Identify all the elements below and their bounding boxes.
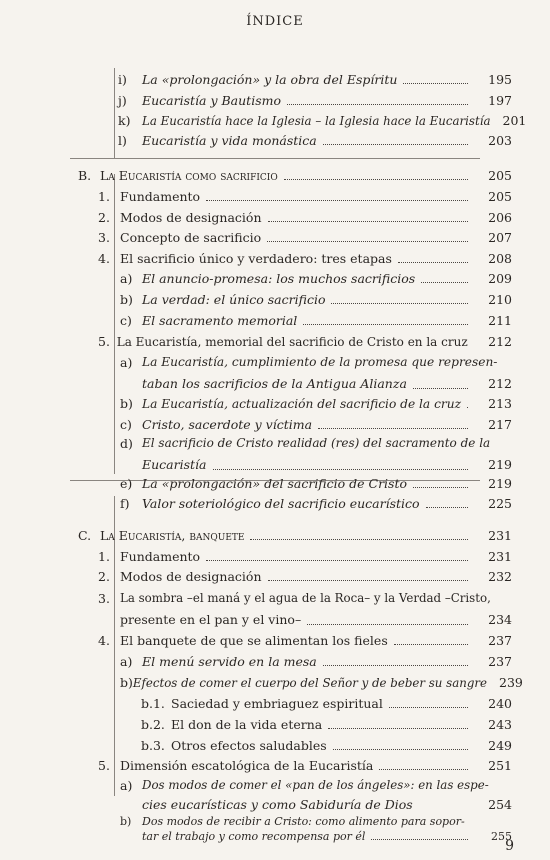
- entry-page: 232: [488, 569, 512, 584]
- leader-dots: [303, 324, 468, 325]
- entry-page: 212: [488, 334, 512, 349]
- entry-number: 1.: [98, 189, 110, 204]
- entry-title: Modos de designación: [120, 569, 262, 584]
- entry-page: 237: [488, 633, 512, 648]
- entry-page: 249: [488, 738, 512, 753]
- entry-number: l): [118, 133, 127, 148]
- entry-number: b.1.: [141, 696, 165, 711]
- toc-subentry[interactable]: [120, 417, 512, 433]
- leader-dots: [323, 144, 468, 145]
- leader-dots: [206, 200, 468, 201]
- toc-entry[interactable]: [120, 133, 512, 149]
- entry-page: 225: [488, 496, 512, 511]
- entry-number: b.2.: [141, 717, 165, 732]
- section-page: 205: [488, 168, 512, 183]
- entry-number: b): [120, 396, 133, 411]
- leader-dots: [413, 388, 468, 389]
- entry-page: 205: [488, 189, 512, 204]
- entry-number: 5.: [98, 758, 110, 773]
- entry-number: 3.: [98, 230, 110, 245]
- entry-title: El don de la vida eterna: [171, 717, 323, 732]
- toc-subsubentry[interactable]: [141, 696, 512, 712]
- section-letter: B.: [78, 168, 92, 183]
- entry-number: 5.: [98, 334, 110, 349]
- entry-title: Fundamento: [120, 549, 201, 564]
- leader-dots: [421, 282, 468, 283]
- entry-title-line1: Dos modos de recibir a Cristo: como alimento para sopor-: [142, 815, 465, 828]
- entry-number: d): [120, 436, 133, 451]
- toc-subentry[interactable]: [120, 496, 512, 512]
- toc-subentry[interactable]: [120, 396, 512, 412]
- entry-title-line1: Dos modos de comer el «pan de los ángeles»: en las espe-: [142, 778, 489, 792]
- entry-page: 211: [488, 313, 512, 328]
- leader-dots: [371, 839, 468, 840]
- vertical-rule: [114, 68, 115, 158]
- toc-entry[interactable]: [98, 210, 512, 226]
- leader-dots: [287, 104, 468, 105]
- entry-page: 195: [488, 72, 512, 87]
- entry-page: 237: [488, 654, 512, 669]
- toc-entry[interactable]: [118, 113, 527, 129]
- entry-page: 207: [488, 230, 512, 245]
- leader-dots: [333, 749, 468, 750]
- entry-number: a): [120, 654, 133, 669]
- entry-page: 219: [488, 476, 512, 491]
- entry-page: 255: [491, 830, 512, 843]
- entry-number: 2.: [98, 569, 110, 584]
- entry-number: a): [120, 355, 133, 370]
- entry-number: a): [120, 778, 133, 793]
- toc-entry[interactable]: [98, 189, 512, 205]
- entry-title-line2: presente en el pan y el vino–: [120, 612, 302, 627]
- entry-title: La Eucaristía, actualización del sacrificio de la cruz: [142, 397, 461, 411]
- leader-dots: [268, 580, 468, 581]
- entry-page: 209: [488, 271, 512, 286]
- entry-number: b): [120, 292, 133, 307]
- entry-title-line1: El sacrificio de Cristo realidad (res) del sacramento de la: [142, 436, 491, 450]
- entry-title: El sacrificio único y verdadero: tres etapas: [120, 251, 392, 266]
- entry-title-line1: La Eucaristía, cumplimiento de la promesa que represen-: [142, 355, 498, 369]
- entry-title: La «prolongación» y la obra del Espíritu: [142, 72, 398, 87]
- entry-number: f): [120, 496, 130, 511]
- toc-section-heading[interactable]: [78, 168, 512, 184]
- entry-page: 217: [488, 417, 512, 432]
- leader-dots: [328, 728, 468, 729]
- entry-title: La «prolongación» del sacrificio de Cristo: [142, 476, 408, 491]
- leader-dots: [403, 83, 468, 84]
- entry-title: Cristo, sacerdote y víctima: [142, 417, 313, 432]
- entry-number: k): [118, 113, 131, 128]
- entry-title: Otros efectos saludables: [171, 738, 327, 753]
- entry-page: 240: [488, 696, 512, 711]
- entry-title: Efectos de comer el cuerpo del Señor y de beber su sangre: [132, 676, 488, 690]
- toc-entry[interactable]: [98, 758, 512, 774]
- toc-section-heading[interactable]: [78, 528, 512, 544]
- entry-title: El anuncio-promesa: los muchos sacrificios: [142, 271, 416, 286]
- entry-number: b): [120, 675, 133, 690]
- entry-number: b): [120, 815, 132, 828]
- entry-title: Concepto de sacrificio: [120, 230, 262, 245]
- entry-title: La verdad: el único sacrificio: [142, 292, 326, 307]
- entry-title: Dimensión escatológica de la Eucaristía: [120, 758, 374, 773]
- entry-title: El banquete de que se alimentan los fieles: [120, 633, 388, 648]
- entry-page: 197: [488, 93, 512, 108]
- horizontal-rule: [70, 158, 480, 159]
- entry-title: Fundamento: [120, 189, 201, 204]
- section-page: 231: [488, 528, 512, 543]
- toc-subsubentry[interactable]: [141, 717, 512, 733]
- leader-dots: [307, 624, 468, 625]
- entry-title-line2: cies eucarísticas y como Sabiduría de Dios: [142, 797, 413, 812]
- toc-entry[interactable]: [98, 230, 512, 246]
- entry-page: 208: [488, 251, 512, 266]
- leader-dots: [213, 469, 469, 470]
- leader-dots: [318, 428, 468, 429]
- entry-title: Eucaristía y vida monástica: [142, 133, 317, 148]
- toc-entry[interactable]: [98, 251, 512, 267]
- entry-title-line2: taban los sacrificios de la Antigua Alianza: [142, 376, 407, 391]
- leader-dots: [206, 560, 468, 561]
- toc-subentry[interactable]: [120, 313, 512, 329]
- section-title: La Eucaristía como sacrificio: [100, 168, 278, 183]
- entry-number: j): [118, 93, 127, 108]
- entry-page: 210: [488, 292, 512, 307]
- leader-dots: [394, 644, 468, 645]
- entry-number: c): [120, 313, 132, 328]
- leader-dots: [323, 665, 468, 666]
- entry-number: 4.: [98, 633, 110, 648]
- page-header: ÍNDICE: [246, 14, 304, 29]
- page-number: 9: [505, 838, 514, 854]
- leader-dots: [379, 769, 468, 770]
- toc-entry[interactable]: [120, 72, 512, 88]
- entry-number: e): [120, 476, 133, 491]
- toc-entry[interactable]: [98, 633, 512, 649]
- entry-page: 254: [488, 797, 512, 812]
- entry-title-line1: La sombra –el maná y el agua de la Roca– y la Verdad –Cristo,: [120, 591, 491, 605]
- entry-page: 251: [488, 758, 512, 773]
- section-title: La Eucaristía, banquete: [100, 528, 245, 543]
- entry-page: 212: [488, 376, 512, 391]
- entry-page: 213: [488, 396, 512, 411]
- entry-page: 231: [488, 549, 512, 564]
- entry-page: 239: [499, 675, 523, 690]
- entry-title: Saciedad y embriaguez espiritual: [171, 696, 383, 711]
- entry-page: 234: [488, 612, 512, 627]
- leader-dots: [389, 707, 468, 708]
- entry-number: 1.: [98, 549, 110, 564]
- entry-page: 201: [502, 113, 527, 128]
- toc-subentry[interactable]: [120, 476, 512, 492]
- toc-entry[interactable]: [120, 93, 512, 109]
- entry-title: El menú servido en la mesa: [142, 654, 317, 669]
- entry-number: 4.: [98, 251, 110, 266]
- leader-dots: [467, 407, 468, 408]
- entry-number: c): [120, 417, 132, 432]
- entry-page: 219: [488, 457, 512, 472]
- leader-dots: [284, 179, 468, 180]
- leader-dots: [426, 507, 468, 508]
- leader-dots: [331, 303, 468, 304]
- toc-entry[interactable]: [98, 569, 512, 585]
- leader-dots: [398, 262, 468, 263]
- entry-number: b.3.: [141, 738, 165, 753]
- entry-title-line2: tar el trabajo y como recompensa por él: [142, 830, 366, 843]
- toc-subentry[interactable]: [120, 292, 512, 308]
- entry-title: Eucaristía y Bautismo: [142, 93, 282, 108]
- entry-page: 243: [488, 717, 512, 732]
- toc-subentry[interactable]: [120, 675, 523, 691]
- entry-page: 203: [488, 133, 512, 148]
- toc-subentry[interactable]: [120, 654, 512, 670]
- toc-entry[interactable]: [98, 334, 512, 350]
- toc-subsubentry[interactable]: [141, 738, 512, 754]
- entry-title: El sacramento memorial: [142, 313, 298, 328]
- entry-page: 206: [488, 210, 512, 225]
- toc-subentry[interactable]: [120, 271, 512, 287]
- entry-title-line2: Eucaristía: [142, 457, 207, 472]
- leader-dots: [250, 539, 468, 540]
- entry-title: La Eucaristía hace la Iglesia – la Iglesia hace la Eucaristía: [142, 114, 491, 128]
- entry-number: i): [118, 72, 127, 87]
- entry-number: 2.: [98, 210, 110, 225]
- entry-number: 3.: [98, 591, 110, 606]
- entry-title: Valor soteriológico del sacrificio eucarístico: [142, 496, 420, 511]
- entry-number: a): [120, 271, 133, 286]
- entry-title: Modos de designación: [120, 210, 262, 225]
- leader-dots: [268, 221, 468, 222]
- entry-title: La Eucaristía, memorial del sacrificio de Cristo en la cruz: [116, 335, 468, 349]
- section-letter: C.: [78, 528, 92, 543]
- toc-entry[interactable]: [98, 549, 512, 565]
- leader-dots: [267, 241, 468, 242]
- leader-dots: [413, 487, 468, 488]
